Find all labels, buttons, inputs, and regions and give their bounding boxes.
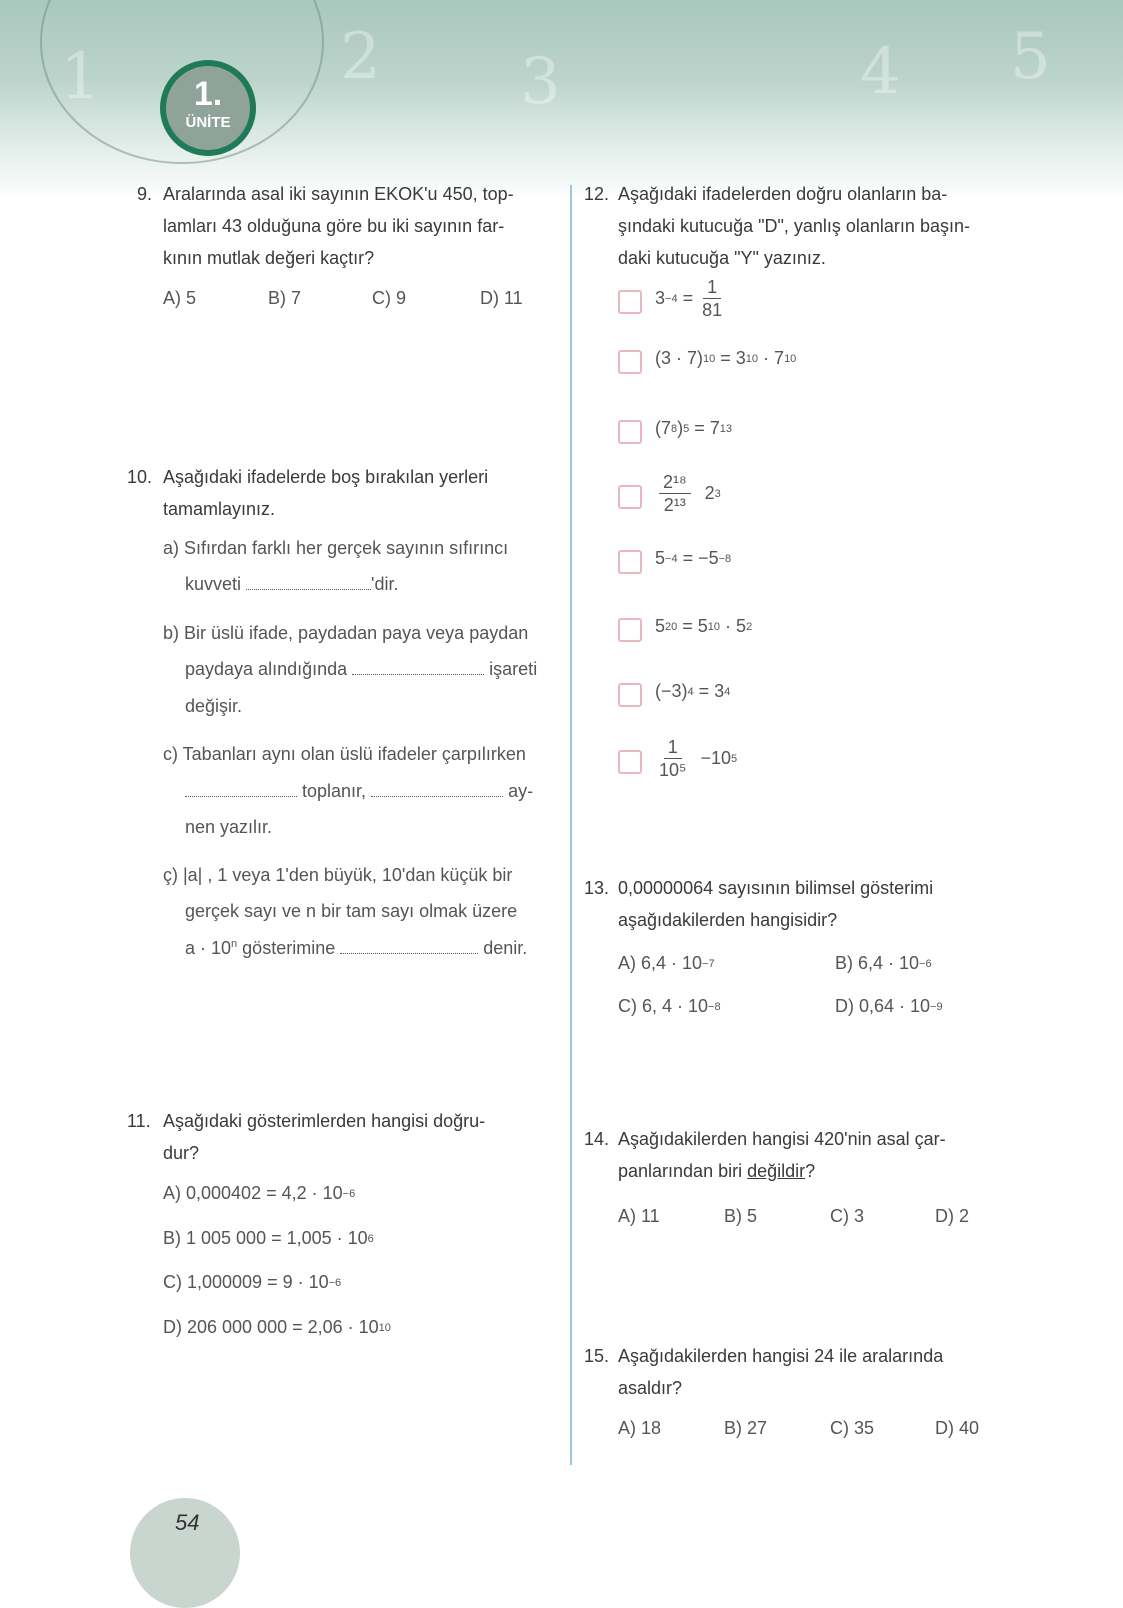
fill-blank[interactable]: [246, 575, 371, 590]
math-text: =: [677, 288, 699, 308]
answer-checkbox[interactable]: [618, 683, 642, 707]
option-c[interactable]: C) 1,000009 = 9 · 10 −6: [163, 1272, 342, 1292]
question-text-line: Aşağıdakilerden hangisi 420'nin asal çar-: [618, 1129, 946, 1149]
question-15: [584, 1340, 1038, 1404]
statement-expression: 3 −4 = $\frac{1}{81}$: [655, 277, 723, 320]
math-text: ): [677, 418, 684, 438]
question-14: [584, 1123, 1038, 1187]
question-text-line: dur?: [163, 1143, 200, 1163]
fill-blank[interactable]: [340, 939, 478, 954]
option-a[interactable]: A) 18: [618, 1418, 662, 1438]
question-text-line: asaldır?: [618, 1378, 683, 1398]
question-text-line: Aşağıdakilerden hangisi 24 ile aralarında: [618, 1346, 944, 1366]
numerator: 2¹⁸: [659, 471, 691, 494]
denominator: 2¹³: [663, 495, 686, 515]
decorative-digit: 1: [60, 40, 101, 114]
math-text: (7: [655, 418, 672, 438]
math-text: 2: [694, 483, 715, 503]
math-text: −10: [690, 748, 732, 768]
text: paydaya alındığında: [185, 659, 348, 679]
math-text: C) 6, 4 · 10: [618, 996, 709, 1016]
question-10: [127, 461, 563, 525]
fill-blank[interactable]: [352, 660, 484, 675]
option-c[interactable]: C) 3: [830, 1206, 865, 1226]
text: 'dir.: [371, 574, 399, 594]
question-text-line: tamamlayınız.: [163, 499, 276, 519]
unit-number: 1.: [193, 75, 223, 113]
item-cc-line2: gerçek sayı ve n bir tam sayı olmak üzere: [185, 901, 518, 921]
statement-expression: (7 8 ) 5 = 7 13: [655, 418, 733, 438]
denominator: 81: [702, 300, 723, 320]
denominator: 10⁵: [659, 760, 687, 780]
math-text: D) 0,64 · 10: [835, 996, 931, 1016]
question-number: 12.: [584, 184, 610, 204]
item-c-line2: [185, 781, 533, 802]
answer-checkbox[interactable]: [618, 290, 642, 314]
math-text: · 7: [758, 348, 785, 368]
item-a-text: a) Sıfırdan farklı her gerçek sayının sıfırıncı: [163, 538, 509, 558]
question-11: [127, 1105, 563, 1169]
statement-expression: $\frac{\text{2¹⁸}}{\text{2¹³}}$ 2 3: [655, 471, 721, 516]
answer-checkbox[interactable]: [618, 750, 642, 774]
question-13: [584, 872, 1038, 936]
option-d[interactable]: D) 40: [935, 1418, 980, 1438]
option-b[interactable]: B) 1 005 000 = 1,005 · 10 6: [163, 1228, 374, 1248]
question-text-line: Aşağıdaki gösterimlerden hangisi doğru-: [163, 1111, 486, 1131]
math-text: 5: [655, 548, 666, 568]
item-b-text: b) Bir üslü ifade, paydadan paya veya paydan: [163, 623, 529, 643]
question-text-line: lamları 43 olduğuna göre bu iki sayının far-: [163, 216, 505, 236]
option-a[interactable]: A) 5: [163, 288, 197, 308]
decorative-digit: 2: [340, 20, 381, 94]
option-a[interactable]: A) 0,000402 = 4,2 · 10 −6: [163, 1183, 356, 1203]
option-d[interactable]: D) 2: [935, 1206, 970, 1226]
option-a[interactable]: A) 11: [618, 1206, 660, 1226]
statement-expression: 5 20 = 5 10 · 5 2: [655, 616, 753, 636]
question-number: 9.: [137, 184, 153, 204]
item-cc-line3: [185, 938, 527, 959]
math-text: = 7: [689, 418, 720, 438]
question-text-line: şındaki kutucuğa "D", yanlış olanların başın-: [618, 216, 970, 236]
option-d[interactable]: D) 206 000 000 = 2,06 · 10 10: [163, 1317, 391, 1337]
math-text: 3: [655, 288, 666, 308]
numerator: 1: [664, 736, 682, 759]
text: denir.: [483, 938, 528, 958]
numerator: 1: [703, 276, 721, 299]
math-text: (3 · 7): [655, 348, 704, 368]
answer-checkbox[interactable]: [618, 618, 642, 642]
fill-blank[interactable]: [371, 782, 503, 797]
question-number: 13.: [584, 878, 610, 898]
math-text: = 3: [715, 348, 746, 368]
math-text: C) 1,000009 = 9 · 10: [163, 1272, 329, 1292]
question-text-line: kının mutlak değeri kaçtır?: [163, 248, 375, 268]
answer-checkbox[interactable]: [618, 420, 642, 444]
item-cc-text: ç) |a| , 1 veya 1'den büyük, 10'dan küçük bir: [163, 865, 513, 885]
statement-expression: 5 −4 = −5 −8: [655, 548, 732, 568]
item-b-line2: [185, 659, 537, 680]
text: ay-: [508, 781, 534, 801]
option-a[interactable]: A) 6,4 · 10 −7: [618, 953, 715, 973]
decorative-digit: 3: [520, 45, 561, 119]
question-9: [137, 178, 563, 274]
superscript: n: [231, 938, 238, 950]
statement-expression: (3 · 7) 10 = 3 10 · 7 10: [655, 348, 797, 368]
item-a-line2: [185, 574, 399, 595]
emphasis-text: değildir: [747, 1161, 806, 1181]
fill-blank[interactable]: [185, 782, 297, 797]
item-c-text: c) Tabanları aynı olan üslü ifadeler çarpılırken: [163, 744, 526, 764]
text: ?: [805, 1161, 816, 1181]
page-number: 54: [175, 1510, 200, 1535]
question-number: 11.: [127, 1111, 151, 1131]
unit-badge: [160, 60, 256, 156]
option-b[interactable]: B) 6,4 · 10 −6: [835, 953, 932, 973]
question-text-line: Aralarında asal iki sayının EKOK'u 450, top-: [163, 184, 514, 204]
decorative-digit: 4: [860, 35, 901, 109]
option-c[interactable]: C) 35: [830, 1418, 875, 1438]
math-text: D) 206 000 000 = 2,06 · 10: [163, 1317, 379, 1337]
page-number-badge: [130, 1498, 240, 1608]
option-b[interactable]: B) 7: [268, 288, 302, 308]
answer-checkbox[interactable]: [618, 350, 642, 374]
question-text-line: [618, 1155, 1038, 1187]
math-text: · 5: [720, 616, 747, 636]
question-text-line: Aşağıdaki ifadelerden doğru olanların ba-: [618, 184, 948, 204]
math-text: = −5: [677, 548, 719, 568]
decorative-digit: 5: [1010, 20, 1051, 94]
option-d[interactable]: D) 11: [480, 288, 523, 308]
question-12: [584, 178, 1038, 274]
answer-checkbox[interactable]: [618, 485, 642, 509]
page-header-banner: [0, 0, 1123, 200]
question-number: 15.: [584, 1346, 610, 1366]
question-text-line: 0,00000064 sayısının bilimsel gösterimi: [618, 878, 934, 898]
question-number: 14.: [584, 1129, 610, 1149]
question-number: 10.: [127, 467, 153, 487]
text: panlarından biri: [618, 1161, 748, 1181]
option-c[interactable]: C) 6, 4 · 10 −8: [618, 996, 721, 1016]
fraction: [659, 736, 686, 781]
math-text: A) 6,4 · 10: [618, 953, 703, 973]
option-c[interactable]: C) 9: [372, 288, 407, 308]
question-text-line: aşağıdakilerden hangisidir?: [618, 910, 838, 930]
question-text-line: daki kutucuğa "Y" yazınız.: [618, 248, 826, 268]
text: a · 10: [185, 938, 232, 958]
math-text: B) 1 005 000 = 1,005 · 10: [163, 1228, 368, 1248]
option-b[interactable]: B) 27: [724, 1418, 768, 1438]
text: işareti: [489, 659, 538, 679]
column-divider: [570, 185, 572, 1465]
statement-expression: (−3) 4 = 3 4: [655, 681, 731, 701]
fraction: [702, 276, 722, 321]
statement-expression: $\frac{1}{\text{10⁵}}$ −10 5: [659, 737, 738, 780]
math-text: = 5: [677, 616, 708, 636]
math-text: (−3): [655, 681, 688, 701]
math-text: = 3: [693, 681, 725, 701]
math-text: A) 0,000402 = 4,2 · 10: [163, 1183, 343, 1203]
text: toplanır,: [302, 781, 367, 801]
unit-label: ÜNİTE: [185, 114, 231, 131]
option-b[interactable]: B) 5: [724, 1206, 758, 1226]
question-text-line: Aşağıdaki ifadelerde boş bırakılan yerleri: [163, 467, 489, 487]
text: kuvveti: [185, 574, 242, 594]
math-text: 5: [655, 616, 666, 636]
math-text: B) 6,4 · 10: [835, 953, 920, 973]
option-d[interactable]: D) 0,64 · 10 −9: [835, 996, 943, 1016]
item-c-line3: nen yazılır.: [185, 817, 273, 837]
fraction: [659, 471, 691, 516]
answer-checkbox[interactable]: [618, 550, 642, 574]
item-b-line3: değişir.: [185, 696, 243, 716]
text: gösterimine: [242, 938, 336, 958]
